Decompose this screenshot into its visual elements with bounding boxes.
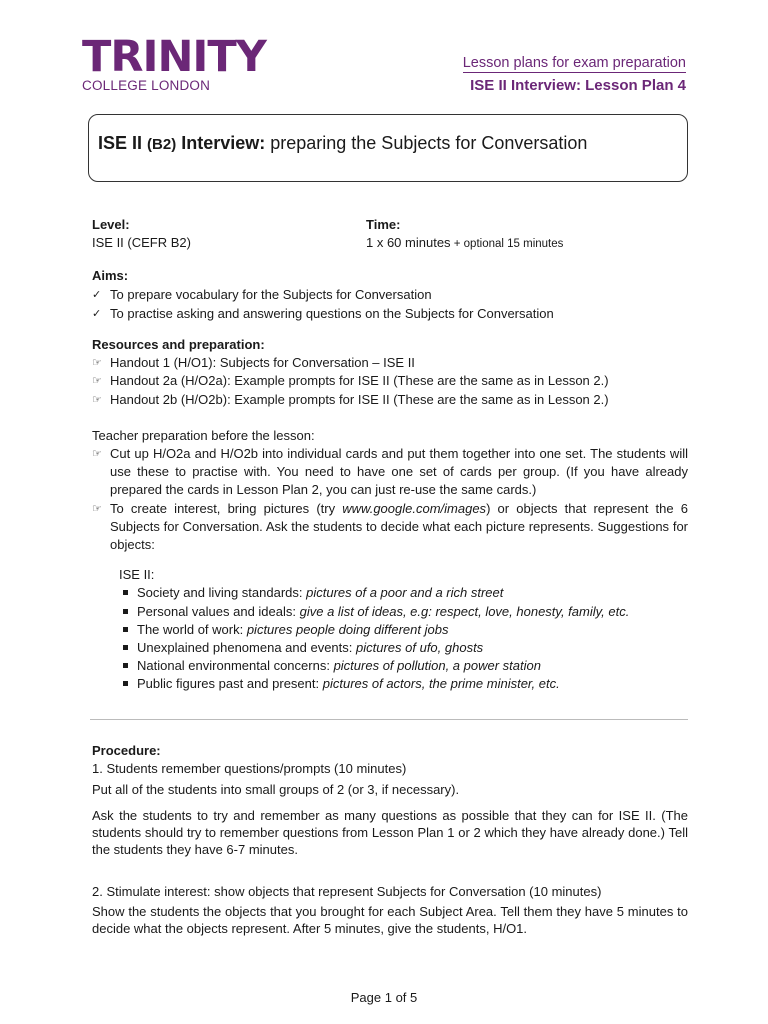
time-optional: + optional 15 minutes <box>450 238 564 251</box>
list-item: The world of work: pictures people doing different jobs <box>119 621 688 639</box>
teacher-prep-label: Teacher preparation before the lesson: <box>92 427 315 443</box>
time-block <box>366 216 640 253</box>
time-main: 1 x 60 minutes <box>366 235 451 251</box>
list-item: ✓ To practise asking and answering questions on the Subjects for Conversation <box>92 305 688 323</box>
google-images-link: www.google.com/images <box>342 500 487 516</box>
suggestions-list <box>119 584 688 693</box>
list-item: ☞ Handout 2a (H/O2a): Example prompts for ISE II (These are the same as in Lesson 2.) <box>92 372 688 390</box>
teacher-prep-list <box>92 445 688 554</box>
check-icon: ✓ <box>92 288 102 301</box>
trinity-logo <box>82 32 266 93</box>
list-item: ☞ To create interest, bring pictures (try www.google.com/images) or objects that represent the 6 Subjects for Conversation. Ask the students to decide what each picture represents. Suggestions for objects: <box>92 500 688 553</box>
title-rest: preparing the Subjects for Conversation <box>265 133 588 153</box>
aims-list <box>92 286 688 323</box>
square-bullet-icon <box>123 609 128 614</box>
suggestions-block <box>119 566 688 693</box>
list-item: ☞ Handout 1 (H/O1): Subjects for Conversation – ISE II <box>92 354 688 372</box>
time-label: Time: <box>366 217 401 232</box>
list-item: Personal values and ideals: give a list of ideas, e.g: respect, love, honesty, family, etc. <box>119 603 688 621</box>
list-item: ☞ Cut up H/O2a and H/O2b into individual cards and put them together into one set. The students will use these to practise with. You need to have one set of cards per group. (If you have already prepared the cards in Lesson Plan 2, you can just re-use the same cards.) <box>92 446 688 498</box>
list-item: National environmental concerns: pictures of pollution, a power station <box>119 657 688 675</box>
title-prefix: ISE II <box>98 133 148 153</box>
hand-bullet-icon: ☞ <box>92 502 102 515</box>
resources-list <box>92 354 688 409</box>
square-bullet-icon <box>123 681 128 686</box>
square-bullet-icon <box>123 645 128 650</box>
list-item: ✓ To prepare vocabulary for the Subjects for Conversation <box>92 286 688 304</box>
square-bullet-icon <box>123 627 128 632</box>
step1-paragraph-1: Put all of the students into small groups of 2 (or 3, if necessary). <box>92 782 460 798</box>
list-item: Society and living standards: pictures of a poor and a rich street <box>119 584 688 602</box>
header-subtitle: Lesson plans for exam preparation <box>462 55 686 71</box>
aims-label: Aims: <box>92 268 129 284</box>
step2-paragraph-1: Show the students the objects that you brought for each Subject Area. Tell them they have 5 minutes to decide what the objects represent. After 5 minutes, give the students, H/O1. <box>92 904 688 937</box>
logo-subtitle: COLLEGE LONDON <box>82 78 211 93</box>
list-item: Unexplained phenomena and events: pictures of ufo, ghosts <box>119 639 688 657</box>
hand-bullet-icon: ☞ <box>92 357 102 370</box>
suggestions-label: ISE II: <box>119 567 155 583</box>
list-item: ☞ Handout 2b (H/O2b): Example prompts for ISE II (These are the same as in Lesson 2.) <box>92 391 688 409</box>
step1-paragraph-2: Ask the students to try and remember as many questions as possible that they can for ISE II. (The students should try to remember questions from Lesson Plan 1 or 2 which they have already done.) Tell the students they have 6-7 minutes. <box>92 808 688 858</box>
hand-bullet-icon: ☞ <box>92 375 102 388</box>
page-title <box>98 133 587 154</box>
title-level: (B2) <box>147 136 177 153</box>
header-title: ISE II Interview: Lesson Plan 4 <box>470 77 686 94</box>
page-header <box>463 54 686 94</box>
level-block <box>92 216 366 253</box>
list-item: Public figures past and present: pictures of actors, the prime minister, etc. <box>119 675 688 693</box>
square-bullet-icon <box>123 663 128 668</box>
resources-label: Resources and preparation: <box>92 337 265 353</box>
check-icon: ✓ <box>92 307 102 320</box>
level-label: Level: <box>92 217 130 232</box>
step2-title: 2. Stimulate interest: show objects that represent Subjects for Conversation (10 minutes) <box>92 884 602 900</box>
page-number: Page 1 of 5 <box>350 990 418 1005</box>
hand-bullet-icon: ☞ <box>92 393 102 406</box>
title-bold: Interview: <box>176 133 266 153</box>
square-bullet-icon <box>123 590 128 595</box>
level-time-row <box>92 216 688 253</box>
time-value <box>366 234 640 253</box>
procedure-label: Procedure: <box>92 742 161 758</box>
hand-bullet-icon: ☞ <box>92 448 102 461</box>
title-box <box>88 114 688 182</box>
section-divider <box>90 719 688 720</box>
level-value: ISE II (CEFR B2) <box>92 235 191 251</box>
logo-wordmark: TRINITY <box>82 32 266 82</box>
main-content <box>92 216 688 937</box>
step1-title: 1. Students remember questions/prompts (10 minutes) <box>92 760 407 776</box>
